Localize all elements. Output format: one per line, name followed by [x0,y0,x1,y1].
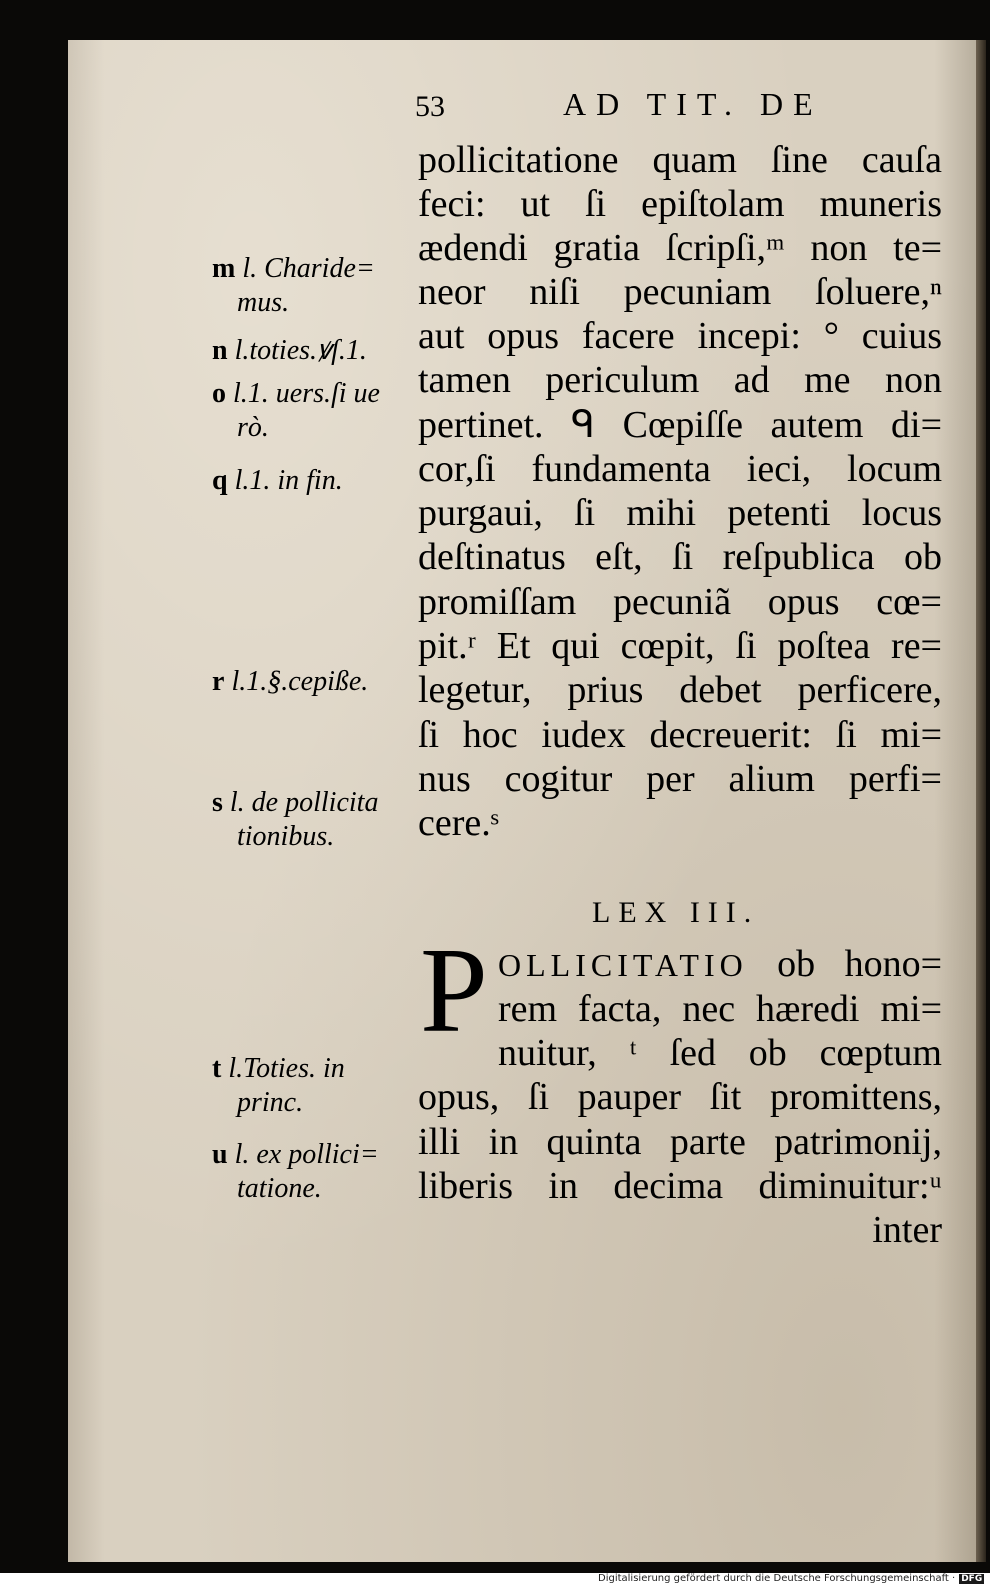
marginal-note-u [212,1138,412,1206]
text-line: deſtinatus eſt, ſi reſpublica ob [418,536,942,578]
catchword: inter [872,1209,942,1251]
note-text: l. ex pollici= [234,1139,379,1170]
text-line-first [498,942,942,986]
note-text: rò. [237,412,269,443]
text-line: pertinet. ᑫ Cœpiſſe autem di= [418,404,942,446]
text-line: ædendi gratia ſcripſi,ᵐ non te= [418,227,942,269]
note-label: r [212,666,225,697]
text-line: opus, ſi pauper ſit promittens, [418,1076,942,1118]
note-text: mus. [237,287,290,318]
note-label: u [212,1139,228,1170]
marginal-note-q [212,464,412,498]
text-line: cor,ſi fundamenta ieci, locum [418,448,942,490]
text-line: liberis in decima diminuitur:ᵘ [418,1165,942,1207]
text-line: illi in quinta parte patrimonij, [418,1121,942,1163]
text-line: ſi hoc iudex decreuerit: ſi mi= [418,714,942,756]
text-line: rem facta, nec hæredi mi= [498,988,942,1030]
note-text: princ. [237,1087,304,1118]
marginal-note-t [212,1052,412,1120]
note-label: m [212,253,236,284]
note-label: s [212,787,223,818]
note-text: l.Toties. in [228,1053,345,1084]
note-text: tionibus. [237,821,335,852]
smallcaps-word: OLLICITATIO [498,947,748,983]
text-line: promiſſam pecuniã opus cœ= [418,581,942,623]
text-line: neor niſi pecuniam ſoluere,ⁿ [418,271,942,313]
text-line: aut opus facere incepi: ° cuius [418,315,942,357]
text-line: legetur, prius debet perficere, [418,669,942,711]
running-head: AD TIT. DE [563,86,823,122]
text-line: cere.ˢ [418,802,499,844]
marginal-note-s [212,786,412,854]
marginal-note-m [212,252,412,320]
dfg-logo: DFG [961,1574,983,1584]
text-line: nus cogitur per alium perfi= [418,758,942,800]
marginal-note-r [212,665,412,699]
note-label: n [212,335,228,366]
text-line: nuitur, ᵗ ſed ob cœptum [498,1032,942,1074]
note-text: l.toties.ꝟſ.1. [234,335,367,366]
section-title: LEX III. [592,896,760,929]
note-text: l.1.§.cepiße. [231,666,369,697]
text-line: pit.ʳ Et qui cœpit, ſi poſtea re= [418,625,942,667]
marginal-note-o [212,377,412,445]
text-line: feci: ut ſi epiſtolam muneris [418,183,942,225]
note-label: t [212,1053,222,1084]
text-line: tamen periculum ad me non [418,359,942,401]
folio-number: 53 [415,90,445,123]
text-fragment: ob hono= [747,943,942,985]
marginal-note-n [212,334,412,368]
text-line: pollicitatione quam ſine cauſa [418,139,942,181]
note-text: l.1. uers.ſi ue [233,378,380,409]
page-header [415,84,895,134]
note-label: o [212,378,226,409]
note-label: q [212,465,228,496]
text-line: purgaui, ſi mihi petenti locus [418,492,942,534]
drop-capital: P [420,923,488,1058]
note-text: l. de pollicita [229,787,379,818]
page-edge [976,40,986,1562]
note-text: l.1. in fin. [234,465,343,496]
note-text: l. Charide= [242,253,375,284]
digitization-credit [598,1573,998,1585]
credit-text: Digitalisierung gefördert durch die Deutsche Forschungsgemeinschaft · [598,1573,956,1584]
note-text: tatione. [237,1173,322,1204]
